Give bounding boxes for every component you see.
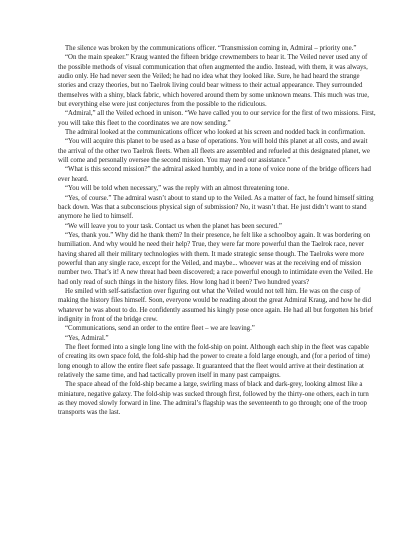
paragraph: “You will be told when necessary,” was the reply with an almost threatening tone. xyxy=(65,185,290,193)
paragraph: “Admiral,” all the Veiled echoed in unison. “We have called you to our service for the first of two missions. First, you will take this fleet to the coordinates we are now sending.” xyxy=(58,110,376,127)
paragraph: “What is this second mission?” the admiral asked humbly, and in a tone of voice none of the bridge officers had ever heard. xyxy=(58,166,371,183)
paragraph: The space ahead of the fold-ship became a large, swirling mass of black and dark-grey, looking almost like a miniature, negative galaxy. The fold-ship was sucked through first, followed by the thirty-one others, each in turn as they moved slowly forward in line. The admiral’s flagship was the seventeenth to go through; one of the troop transports was the last. xyxy=(58,381,369,417)
paragraph: The fleet formed into a single long line with the fold-ship on point. Although each ship in the fleet was capable of creating its own space fold, the fold-ship had the power to create a fold large enough, and (for a period of time) long enough to allow the entire fleet safe passage. It guaranteed that the fleet would arrive at their destination at relatively the same time, and had tactically proven itself in many past campaigns. xyxy=(58,344,370,380)
paragraph: “We will leave you to your task. Contact us when the planet has been secured.” xyxy=(65,222,282,230)
paragraph: “On the main speaker.” Kraug wanted the fifteen bridge crewmembers to hear it. The Veiled never used any of the possible methods of visual communication that often augmented the audio. Instead, with them, it was always, audio only. He had never seen the Veiled; he had no idea what they looked like. Sure, he had heard the strange stories and crazy theories, but no Taelrok living could bear witness to their actual appearance. They surrounded themselves with a shiny, black fabric, which hovered around them by some unknown means. This much was true, but everything else were just conjectures from the possible to the ridiculous. xyxy=(58,54,369,109)
paragraph: “Communications, send an order to the entire fleet – we are leaving.” xyxy=(65,325,255,333)
paragraph: The silence was broken by the communications officer. “Transmission coming in, Admiral – priority one.” xyxy=(65,45,357,52)
paragraph: “Yes, Admiral.” xyxy=(65,334,109,342)
paragraph: He smiled with self-satisfaction over figuring out what the Veiled would not tell him. He was on the cusp of making the history files himself. Soon, everyone would be reading about the great Admiral Kraug, and how he did whatever he was about to do. He confidently assumed his kingly pose once again. He had all but forgotten his brief indignity in front of the bridge crew. xyxy=(58,287,373,323)
paragraph: “Yes, thank you.” Why did he thank them? In their presence, he felt like a schoolboy again. It was bordering on humiliation. And why would he need their help? True, they were far more powerful than the Taelrok race, never having shared all their military technologies with them. It made strategic sense though. The Taelroks were more powerful than any single race, except for the Veiled, and maybe... whoever was at the receiving end of mission number two. That’s it! A new threat had been discovered; a race powerful enough to intimidate even the Veiled. He had only read of such things in the history files. How long had it been? Two hundred years? xyxy=(58,231,373,286)
paragraph: The admiral looked at the communications officer who looked at his screen and nodded back in confirmation. xyxy=(65,129,366,137)
paragraph: “You will acquire this planet to be used as a base of operations. You will hold this planet at all costs, and await the arrival of the other two Taelrok fleets. When all fleets are assembled and refueled at this designated planet, we will come and personally oversee the second mission. You may need our assistance.” xyxy=(58,138,370,165)
paragraph: “Yes, of course.” The admiral wasn’t about to stand up to the Veiled. As a matter of fact, he found himself sitting back down. Was that a subconscious physical sign of submission? No, it wasn’t that. He just didn’t want to stand anymore he lied to himself. xyxy=(58,194,374,221)
